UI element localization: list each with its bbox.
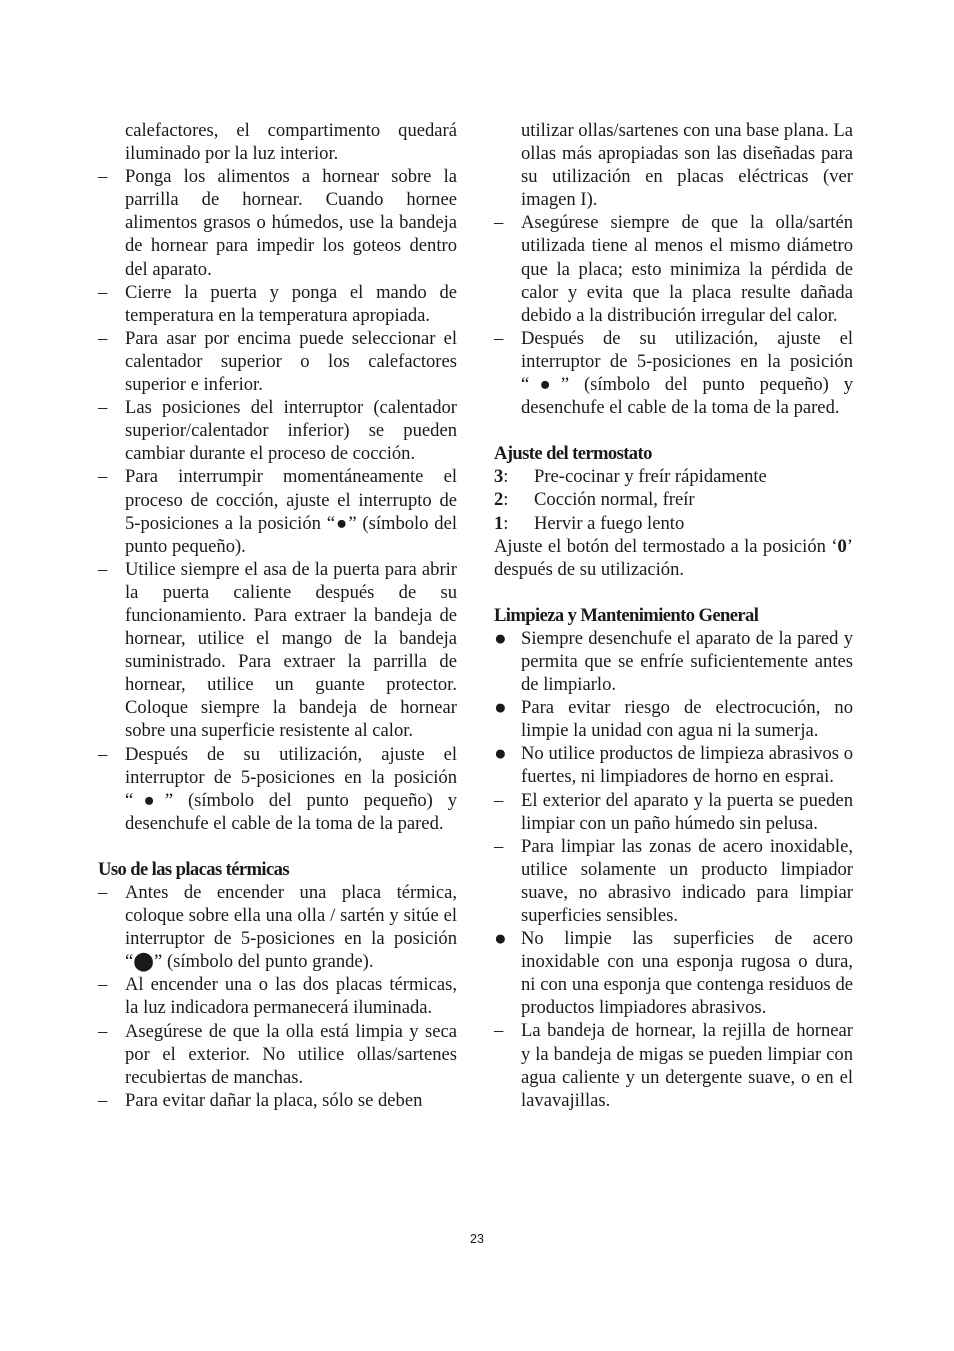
dash-marker: – — [98, 397, 108, 419]
list-item — [98, 1089, 457, 1112]
list-item — [98, 396, 457, 465]
left-column — [98, 119, 457, 1112]
dash-marker: – — [98, 882, 108, 903]
list-item-text: Asegúrese de que la olla está limpia y seca por el exterior. No utilice ollas/sartenes recubiertas de manchas. — [125, 1020, 457, 1088]
bullet-dot-icon: ● — [494, 625, 507, 650]
list-item — [494, 327, 853, 419]
section-heading-placas: Uso de las placas térmicas — [98, 858, 289, 880]
dash-marker: – — [98, 1020, 108, 1042]
list-item — [98, 973, 457, 1019]
list-item — [494, 211, 853, 326]
right-column — [494, 119, 853, 1112]
list-item-text: La bandeja de hornear, la rejilla de hornear y la bandeja de migas se pueden limpiar con agua caliente y un detergente suave, o en el lavavajillas. — [521, 1020, 853, 1111]
thermostat-row — [494, 488, 853, 511]
dash-marker: – — [494, 1020, 504, 1042]
list-item-text: Asegúrese siempre de que la olla/sartén utilizada tiene al menos el mismo diámetro que la placa; esto minimiza la pérdida de calor y evita que la placa resulte dañada debido a la distribución irregular del calor. — [521, 212, 853, 326]
continued-text: utilizar ollas/sartenes con una base plana. La ollas más apropiadas son las diseñadas para su utilización en placas eléctricas (ver imagen I). — [521, 120, 853, 211]
thermostat-zero-position: 0 — [837, 535, 847, 557]
list-item-text: Cierre la puerta y ponga el mando de temperatura en la temperatura apropiada. — [125, 281, 457, 326]
list-item-text: Al encender una o las dos placas térmicas, la luz indicadora permanecerá iluminada. — [125, 974, 457, 1019]
thermostat-note-end: ’ después de su utilización. — [494, 535, 853, 580]
thermostat-settings-list — [494, 465, 853, 534]
thermostat-row — [494, 465, 853, 488]
dash-marker: – — [98, 327, 108, 349]
list-item — [98, 165, 457, 280]
list-item — [494, 742, 853, 788]
thermostat-note — [494, 535, 853, 581]
list-item-text: Para evitar riesgo de electrocución, no limpie la unidad con agua ni la sumerja. — [521, 697, 853, 742]
list-item-text: Antes de encender una placa térmica, coloque sobre ella una olla / sartén y sitúe el interruptor de 5-posiciones en la posición “⬤” (símbolo del punto grande). — [125, 882, 457, 973]
list-item — [494, 627, 853, 696]
list-item — [494, 835, 853, 927]
list-item-text: Para evitar dañar la placa, sólo se deben — [125, 1089, 423, 1111]
list-item — [494, 696, 853, 742]
thermostat-row — [494, 512, 853, 535]
dash-marker: – — [494, 835, 504, 857]
dash-marker: – — [98, 743, 108, 765]
continued-text: calefactores, el compartimento quedará iluminado por la luz interior. — [125, 120, 457, 165]
list-item — [98, 281, 457, 327]
list-item — [494, 1019, 853, 1111]
dash-marker: – — [98, 974, 108, 996]
thermostat-level-description: Hervir a fuego lento — [534, 512, 685, 534]
list-item-text: No limpie las superficies de acero inoxidable con una esponja rugosa o dura, ni con una esponja que contenga residuos de productos limpiadores abrasivos. — [521, 928, 853, 1019]
dash-marker: – — [494, 789, 504, 811]
thermostat-level-number: 3 — [494, 466, 504, 488]
thermostat-level-number: 2 — [494, 489, 504, 511]
dash-marker: – — [98, 466, 108, 488]
list-item — [98, 743, 457, 835]
list-item-text: Siempre desenchufe el aparato de la pared y permita que se enfríe suficientemente antes de limpiarlo. — [521, 627, 853, 696]
dash-marker: – — [494, 327, 504, 349]
dash-marker: – — [98, 281, 108, 303]
thermostat-level-description: Pre-cocinar y freír rápidamente — [534, 466, 767, 488]
list-item-text: Para asar por encima puede seleccionar el calentador superior o los calefactores superior e inferior. — [125, 327, 457, 396]
bullet-dot-icon: ● — [494, 741, 507, 766]
bullet-dot-icon: ● — [494, 695, 507, 720]
dash-marker: – — [98, 166, 108, 188]
bullet-dot-icon: ● — [494, 926, 507, 951]
instruction-list — [98, 165, 457, 835]
thermostat-level-separator: : — [503, 489, 509, 511]
section-heading-limpieza: Limpieza y Mantenimiento General — [494, 604, 759, 626]
page-number: 23 — [470, 1232, 484, 1246]
list-item-text: El exterior del aparato y la puerta se pueden limpiar con un paño húmedo sin pelusa. — [521, 789, 853, 834]
list-item — [98, 558, 457, 743]
list-item — [494, 789, 853, 835]
list-item — [98, 327, 457, 396]
dash-marker: – — [98, 558, 108, 580]
placas-instruction-list — [98, 881, 457, 1112]
dash-marker: – — [494, 212, 504, 234]
list-item-text: No utilice productos de limpieza abrasivos o fuertes, ni limpiadores de horno en esprai. — [521, 743, 853, 788]
list-item-text: Las posiciones del interruptor (calentador superior/calentador inferior) se pueden cambiar durante el proceso de cocción. — [125, 397, 457, 465]
dash-marker: – — [98, 1089, 108, 1111]
list-item-text: Para interrumpir momentáneamente el proceso de cocción, ajuste el interrupto de 5-posiciones a la posición “●” (símbolo del punto pequeño). — [125, 466, 457, 557]
list-item — [98, 1020, 457, 1089]
list-item-text: Para limpiar las zonas de acero inoxidable, utilice solamente un producto limpiador suave, no abrasivo indicado para limpiar superficies sensibles. — [521, 835, 853, 926]
list-item-text: Después de su utilización, ajuste el interruptor de 5-posiciones en la posición “●” (símbolo del punto pequeño) y desenchufe el cable de la toma de la pared. — [125, 743, 457, 834]
thermostat-level-separator: : — [503, 466, 509, 488]
thermostat-note-start: Ajuste el botón del termostado a la posición ‘ — [494, 535, 838, 557]
cleaning-instruction-list — [494, 627, 853, 1112]
thermostat-level — [494, 465, 534, 488]
placas-instruction-list-cont — [494, 211, 853, 419]
list-item-text: Después de su utilización, ajuste el interruptor de 5-posiciones en la posición “●” (símbolo del punto pequeño) y desenchufe el cable de la toma de la pared. — [521, 327, 853, 419]
thermostat-level-number: 1 — [494, 512, 504, 534]
list-item — [494, 927, 853, 1019]
section-heading-termostato: Ajuste del termostato — [494, 443, 652, 465]
list-item-text: Utilice siempre el asa de la puerta para abrir la puerta caliente después de su funcionamiento. Para extraer la bandeja de hornear, utilice el mango de la bandeja suministrado. Para extraer la parrilla de hornear, utilice un guante protector. Coloque siempre la bandeja de hornear sobre una superficie resistente al calor. — [125, 558, 457, 742]
thermostat-level-description: Cocción normal, freír — [534, 489, 695, 511]
list-item-text: Ponga los alimentos a hornear sobre la parrilla de hornear. Cuando hornee alimentos grasos o húmedos, use la bandeja de hornear para impedir los goteos dentro del aparato. — [125, 166, 457, 280]
thermostat-level-separator: : — [503, 512, 509, 534]
thermostat-level — [494, 488, 534, 511]
thermostat-level — [494, 512, 534, 535]
list-item — [98, 881, 457, 973]
list-item — [98, 465, 457, 557]
